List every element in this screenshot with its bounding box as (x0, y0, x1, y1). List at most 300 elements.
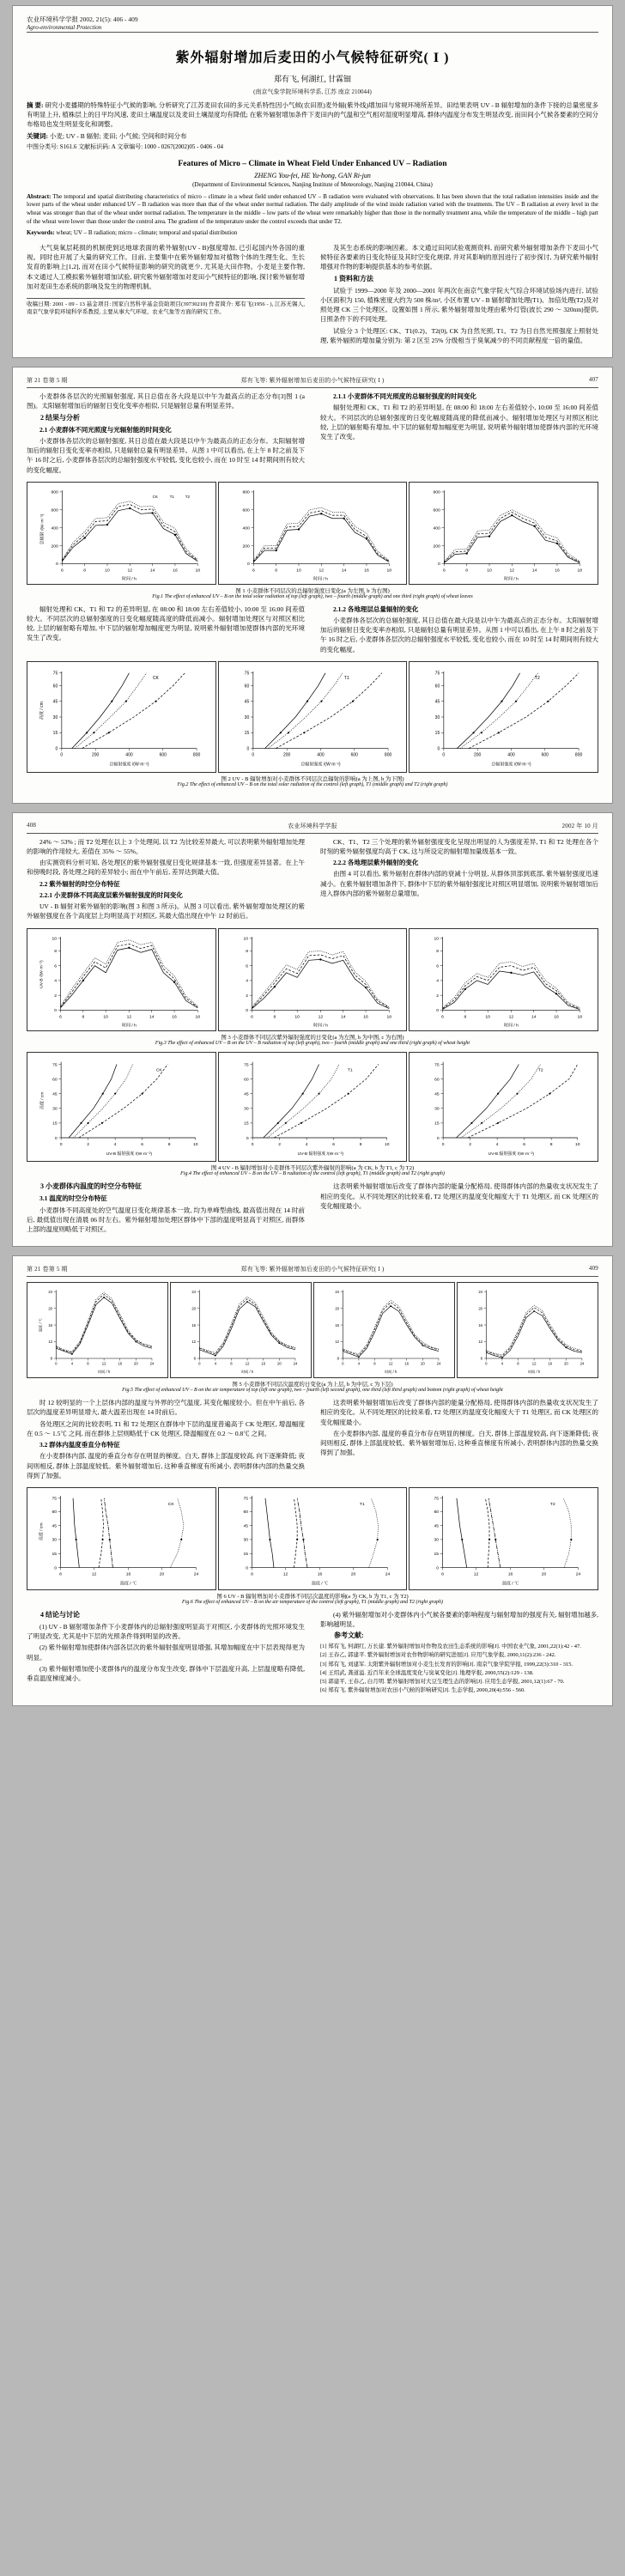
svg-text:T1: T1 (347, 1069, 353, 1074)
svg-text:15: 15 (434, 1122, 440, 1127)
svg-text:12: 12 (474, 1571, 479, 1577)
header-rule-2 (27, 387, 598, 388)
heading-2-1-2: 2.1.2 各地理层总量辐射的变化 (333, 605, 419, 613)
section1-paragraph-1: 试验于 1999—2000 年及 2000—2001 年两次在南京气象学院大气综合环境试验场内进行, 试验小区面积为 150, 植株密度大约为 500 株/m², 小区布置 UV - B 辐射增加处理(T1)、加倍处理(T2)及对照处理 CK 三个处理区。设置如图 1 所示, 紫外辐射增加处理由紫外灯管(波长 290 ～ 320nm)提供, 日照条件下的不同处理。 (320, 286, 598, 324)
svg-text:2: 2 (245, 993, 248, 999)
svg-text:16: 16 (173, 568, 178, 574)
reference-item: [5] 郭建平, 王春乙, 白月明. 紫外辐射增加对大豆生理生态的影响[J]. 应用生态学报, 2001,12(1):67 - 70. (320, 1678, 565, 1685)
svg-text:800: 800 (242, 489, 250, 495)
svg-text:2: 2 (469, 1143, 472, 1148)
page-3 (12, 812, 613, 1248)
svg-text:6: 6 (250, 1014, 253, 1020)
svg-text:时间 / h: 时间 / h (504, 1023, 519, 1029)
svg-text:8: 8 (167, 1143, 171, 1148)
svg-text:75: 75 (434, 1496, 440, 1502)
running-head-title: 郑有飞等: 紫外辐射增加后麦田的小气候特征研究( I ) (240, 377, 385, 385)
svg-text:15: 15 (52, 1122, 58, 1127)
svg-text:18: 18 (195, 568, 201, 574)
svg-text:12: 12 (191, 1340, 197, 1345)
column-left-page4-bottom (27, 1610, 305, 1695)
svg-text:0: 0 (56, 562, 58, 568)
svg-text:45: 45 (244, 699, 249, 705)
svg-text:时间 / h: 时间 / h (121, 576, 137, 582)
svg-text:时间 / h: 时间 / h (527, 1370, 541, 1375)
p3b-right-1: 这表明紫外辐射增加后改变了群体内部的能量分配格局, 使得群体内部的热量收支状况发生了相应的变化。从不同处理区的比较来看, T2 处理区的温度变化幅度大于 T1 处理区, 而 CK 处理区的变化幅度最小。 (320, 1182, 598, 1210)
svg-text:45: 45 (243, 1523, 248, 1529)
svg-text:200: 200 (474, 752, 482, 758)
svg-text:0: 0 (342, 1361, 344, 1366)
figure-1-panel-c (409, 482, 598, 585)
svg-text:75: 75 (243, 1063, 249, 1068)
heading-2-2: 2.2 紫外辐射的时空分布特征 (39, 879, 120, 888)
svg-text:20: 20 (276, 1361, 282, 1366)
figure-4-panel-t2 (409, 1052, 598, 1162)
p2m-right-1: 小麦群体各层次的总辐射强度, 其日总值在最大段是以中午为最高点的正态分布。太阳辐射增加后的辐射日变化变率亦相似, 只是辐射总量有明显差异。从图 1 中可以看出, 在上午 8 时之前及下午 16 时之后, 小麦群体各层次的总辐射强度水平较低, 变化也较小, 而在 10 时至 14 时期间则有较大的变化幅度。 (320, 616, 598, 653)
svg-text:总辐射强度 /(W·m⁻²): 总辐射强度 /(W·m⁻²) (300, 762, 341, 768)
svg-text:T2: T2 (185, 494, 191, 499)
svg-text:15: 15 (52, 1552, 57, 1558)
svg-text:20: 20 (542, 1571, 547, 1577)
column-left-page4 (27, 1398, 305, 1482)
column-left-page3-bottom (27, 1182, 305, 1236)
svg-text:4: 4 (54, 978, 57, 984)
svg-text:400: 400 (507, 752, 516, 758)
p2-left-2: 小麦群体各层次的总辐射强度, 其日总值在最大段是以中午为最高点的正态分布。太阳辐射增加后的辐射日变化变率亦相似, 只是辐射总量有明显差异。从图 1 中可以看出, 在上午 8 时之前及下午 16 时之后, 小麦群体各层次的总辐射强度水平较低, 变化也较小, 而在 10 时至 14 时期间则有较大的变化幅度。 (27, 436, 305, 474)
svg-text:800: 800 (192, 752, 201, 758)
body-columns-page4-mid (27, 1398, 598, 1482)
svg-text:16: 16 (118, 1361, 123, 1366)
svg-text:15: 15 (244, 730, 249, 736)
svg-text:4: 4 (245, 978, 248, 984)
figure-4 (27, 1052, 598, 1178)
svg-text:12: 12 (126, 1014, 132, 1020)
svg-text:16: 16 (48, 1323, 53, 1328)
svg-text:8: 8 (550, 1143, 553, 1148)
svg-text:16: 16 (404, 1361, 410, 1366)
svg-text:高度 / cm: 高度 / cm (40, 1091, 46, 1110)
journal-header (27, 15, 598, 31)
svg-text:75: 75 (52, 671, 58, 677)
body-columns-page3-bottom (27, 1182, 598, 1236)
svg-text:200: 200 (242, 544, 250, 550)
svg-text:14: 14 (340, 1014, 346, 1020)
svg-text:16: 16 (554, 1014, 560, 1020)
running-head-page4 (27, 1265, 598, 1275)
svg-text:12: 12 (478, 1340, 483, 1345)
page-4 (12, 1255, 613, 1706)
references-title: 参考文献: (334, 1631, 364, 1640)
column-left-page2 (27, 392, 305, 477)
svg-text:200: 200 (282, 752, 291, 758)
header-rule-3 (27, 833, 598, 834)
figure-6-panel-t2 (409, 1487, 598, 1590)
svg-text:15: 15 (52, 730, 58, 736)
svg-text:总辐射强度 /(W·m⁻²): 总辐射强度 /(W·m⁻²) (109, 762, 149, 768)
figure-1-caption-en: Fig.1 The effect of enhanced UV – B on the total solar radiation of top (left graph), two – fourth (middle graph) and one third (right graph) of wheat leaves (152, 593, 473, 599)
body-columns-page4-bottom (27, 1610, 598, 1695)
svg-text:温度 / ℃: 温度 / ℃ (502, 1581, 519, 1587)
p3-left-1: 24% ～ 53% ; 而 T2 处理在以上 3 个处理间, 以 T2 为比较差异最大, 可以表明紫外辐射增加处理的影响的作用较大, 差值在 35% ～ 55%。 (27, 837, 305, 855)
svg-text:400: 400 (242, 526, 250, 532)
figure-2-panels (27, 661, 598, 773)
svg-text:18: 18 (577, 1014, 583, 1020)
svg-text:高度 / cm: 高度 / cm (39, 702, 45, 720)
svg-text:0: 0 (442, 752, 446, 758)
svg-text:16: 16 (478, 1323, 483, 1328)
running-head-volume: 第 21 卷第 5 期 (27, 377, 68, 385)
figure-2-panel-t2 (409, 661, 598, 773)
figure-5-panels (27, 1282, 598, 1378)
svg-text:T2: T2 (535, 675, 541, 681)
body-columns-page2-mid (27, 605, 598, 656)
svg-text:温度 / ℃: 温度 / ℃ (311, 1581, 328, 1587)
p3-right-2: 由图 4 可以看出, 紫外辐射在群体内部的衰减十分明显, 从群体顶部到底部, 紫外辐射强度迅速减小。在紫外辐射增加条件下, 群体中下层的紫外辐射强度比对照区明显增加, 说明紫外辐射增加后进入群体内部的紫外辐射总量增加。 (320, 870, 598, 897)
figure-3-panel-a (27, 928, 216, 1031)
svg-text:4: 4 (70, 1361, 74, 1366)
journal-header-cn: 农业环境科学学报 2002, 21(5): 406 - 409 (27, 15, 138, 23)
svg-text:0: 0 (198, 1361, 201, 1366)
figure-5-caption-en: Fig.5 The effect of enhanced UV – B on the air temperature of top (left one graph), two – fourth (left second graph), one third (left third graph) and bottom (right graph) of wheat height (122, 1388, 503, 1394)
running-head-page2 (27, 376, 598, 386)
svg-text:UV-B 辐射强度 /(W·m⁻²): UV-B 辐射强度 /(W·m⁻²) (488, 1152, 535, 1157)
svg-text:T1: T1 (169, 494, 174, 499)
svg-text:0: 0 (246, 746, 249, 752)
svg-text:6: 6 (141, 1143, 144, 1148)
svg-text:30: 30 (52, 1108, 58, 1113)
svg-text:24: 24 (293, 1361, 298, 1366)
svg-text:UV-B /(W·m⁻²): UV-B /(W·m⁻²) (39, 960, 45, 988)
svg-text:CK: CK (152, 494, 158, 499)
svg-text:20: 20 (159, 1571, 165, 1577)
conclusion-2: (2) 紫外辐射增加使群体内部各层次的紫外辐射强度明显增强, 其增加幅度在中下层表现得更为明显。 (27, 1643, 305, 1662)
svg-text:45: 45 (435, 699, 440, 705)
page-title: 紫外辐射增加后麦田的小气候特征研究( I ) (175, 51, 450, 65)
svg-text:15: 15 (243, 1552, 248, 1558)
intro-paragraph-2: 及其生态系统的影响因素。本文通过田间试验观测资料, 而研究紫外辐射增加条件下麦田小气候特征各要素的日变化特征及其时空变化规律, 并对其影响的原因进行了初步探讨, 为研究紫外辐射增强对作物的影响提供基本的参考依据。 (320, 243, 598, 271)
svg-text:45: 45 (243, 1092, 249, 1097)
svg-text:12: 12 (282, 1571, 288, 1577)
abstract-en (27, 193, 598, 227)
svg-text:20: 20 (478, 1306, 483, 1311)
svg-text:10: 10 (434, 936, 440, 942)
svg-text:600: 600 (541, 752, 549, 758)
svg-text:45: 45 (52, 1523, 57, 1529)
svg-text:60: 60 (52, 683, 58, 690)
svg-text:10: 10 (103, 1014, 108, 1020)
svg-text:温度 / ℃: 温度 / ℃ (38, 1318, 43, 1333)
keywords-cn-label: 关键词: (27, 131, 48, 140)
svg-text:200: 200 (91, 752, 100, 758)
svg-text:0: 0 (246, 1137, 249, 1142)
svg-text:10: 10 (295, 568, 301, 574)
heading-4-conclusions: 4 结论与讨论 (40, 1610, 80, 1619)
svg-text:800: 800 (575, 752, 583, 758)
svg-text:200: 200 (433, 544, 441, 550)
figure-3-caption-cn: 图 3 小麦群体不同层次紫外辐射强度的日变化(a 为左图, b 为中图, c 为右图) (221, 1034, 404, 1041)
figure-6-panel-ck (27, 1487, 216, 1590)
figure-5 (27, 1282, 598, 1394)
svg-text:20: 20 (191, 1306, 197, 1311)
svg-text:8: 8 (359, 1143, 362, 1148)
svg-text:16: 16 (362, 1014, 368, 1020)
svg-text:10: 10 (52, 936, 57, 942)
authors-en: ZHENG You-fei, HE Yu-hong, GAN Ri-jun (254, 171, 371, 179)
svg-text:12: 12 (509, 568, 515, 574)
p2-left-1: 小麦群体各层次的光照辐射强度, 其日总值在各大段是以中午为最高点的正态分布[3]图 1 (a 图)。太阳辐射增加后的辐射日变化变率亦相似, 只是辐射总量有明显差异。 (27, 392, 305, 410)
body-columns-page3-top (27, 837, 598, 923)
figure-2-panel-t1 (218, 661, 408, 773)
svg-text:18: 18 (386, 1014, 391, 1020)
svg-text:75: 75 (52, 1496, 57, 1502)
keywords-cn (27, 131, 598, 141)
svg-text:时间 / h: 时间 / h (312, 1023, 328, 1029)
intro-paragraph-1: 大气臭氧层耗损的机制使到达地球表面的紫外辐射(UV - B)强度增加, 已引起国内外各国的重视。同时也开展了大量的研究工作。目前, 主要集中在紫外辐射增加对植物个体的生理生化、生长发育的影响上[1,2], 而对在田小气候特征影响的研究的就更少, 尤其是大田作物。小麦是主要作物, 本文通过人工模拟紫外辐射增加试验, 研究紫外辐射增加对麦田小气候特征的影响, 探讨紫外辐射增加对麦田生态系统的影响及发生的物理机制。 (27, 243, 305, 290)
svg-text:12: 12 (127, 568, 133, 574)
svg-text:75: 75 (435, 671, 440, 677)
figure-2-caption-en: Fig.2 The effect of enhanced UV – B on the total solar radiation of the control (left graph), T1 (middle graph) and T2 (right graph) (177, 781, 448, 787)
svg-text:T1: T1 (343, 675, 349, 681)
svg-text:T2: T2 (538, 1069, 543, 1074)
svg-text:总辐射强度 /(W·m⁻²): 总辐射强度 /(W·m⁻²) (491, 762, 531, 768)
svg-text:0: 0 (54, 1007, 57, 1013)
figure-1-panel-b (218, 482, 408, 585)
svg-text:8: 8 (465, 568, 469, 574)
svg-text:20: 20 (563, 1361, 568, 1366)
column-right-page4-bottom (320, 1610, 598, 1695)
figure-2-caption-cn: 图 2 UV - B 辐射增加对小麦群体不同层次总辐射的影响(a 为上图, b 为下图) (221, 775, 404, 782)
svg-text:30: 30 (244, 714, 249, 720)
svg-text:16: 16 (363, 568, 369, 574)
svg-text:60: 60 (435, 683, 440, 690)
svg-text:0: 0 (245, 1007, 248, 1013)
svg-text:12: 12 (388, 1361, 393, 1366)
footnote-block: 收稿日期: 2001 - 09 - 13 基金项目: 国家自然科学基金资助项目(39730210) 作者简介: 郑有飞(1956 - ), 江苏无锡人, 南京气象学院环境科学系教授, 主要从事大气环境、农业气象等方面的研究工作。 (27, 298, 305, 317)
svg-text:75: 75 (52, 1063, 58, 1068)
keywords-en (27, 229, 598, 236)
figure-5-panel-4 (457, 1282, 598, 1378)
svg-text:10: 10 (485, 1014, 491, 1020)
figure-2 (27, 661, 598, 789)
reference-item: [4] 王绍武, 龚道溢. 近百年来全球温度变化与臭氧变化[J]. 地理学报, 2000,55(2):129 - 138. (320, 1669, 534, 1676)
abstract-cn-text: 研究小麦播期的特殊特征小气候的影响, 分析研究了江苏麦田农田的多元关系特性因小气候(农田原)麦外辐(紫外线)增加田与常规环境所差异。田结果表明 UV - B 辐射增加的条件下接的总量密度多有明显上升, 植株层上的日平均风速, 麦田土壤温度以及麦田土壤湿度均有降低; 在紫外辐射增加条件下麦田内的气温和空气相对湿度明显增高, 群体内温度分布发生明显改变, 而田间小气候各要素的空间分布格局也发生明显变化和调整。 (27, 101, 598, 128)
svg-text:8: 8 (83, 568, 87, 574)
svg-text:14: 14 (149, 568, 155, 574)
svg-text:8: 8 (50, 1356, 53, 1361)
svg-text:高度 / cm: 高度 / cm (39, 1522, 45, 1541)
svg-text:8: 8 (54, 948, 57, 954)
figure-3-panel-c (409, 928, 598, 1031)
p4-right-2: 在小麦群体内部, 温度的垂直分布存在明显的梯度。白天, 群体上部温度较高, 向下逐渐降低; 夜间则相反, 群体上部温度较低。紫外辐射增加后, 这种垂直梯度有所减小, 表明群体内部的热量交换得到了加强。 (320, 1429, 598, 1457)
svg-text:400: 400 (125, 752, 133, 758)
svg-text:2: 2 (54, 993, 57, 999)
svg-text:60: 60 (434, 1510, 440, 1516)
p4-left-1: 时 12 较明显的一个上层体内部的温度与外界的空气温度, 其变化幅度较小。但在中午前后, 各层次的温度差异明显增大, 最大温差出现在 14 时前后。 (27, 1399, 305, 1417)
conclusion-3: (3) 紫外辐射增加使小麦群体内的温度分布发生改变, 群体中下层温度升高, 上层温度略有降低, 垂直温度梯度减小。 (27, 1664, 305, 1683)
svg-text:24: 24 (191, 1290, 197, 1295)
classification-line: 中图分类号: S161.6 文献标识码: A 文章编号: 1000 - 0267(2002)05 - 0406 - 04 (27, 143, 224, 150)
header-rule-4 (27, 1276, 598, 1277)
keywords-en-label: Keywords: (27, 228, 55, 236)
svg-text:4: 4 (214, 1361, 217, 1366)
p4-left-2: 各处理区之间的比较表明, T1 和 T2 处理区在群体中下层的温度普遍高于 CK 处理区, 增温幅度在 0.5 ～ 1.5℃ 之间, 而在群体上层则略低于 CK 处理区, 降温幅度在 0.2 ～ 0.8℃ 之间。 (27, 1419, 305, 1437)
svg-text:T1: T1 (359, 1502, 365, 1508)
figure-3 (27, 928, 598, 1048)
affiliation-cn: (南京气象学院环境科学系, 江苏 南京 210044) (253, 88, 372, 95)
svg-text:0: 0 (54, 1137, 58, 1142)
heading-3-temperature: 3 小麦群体内温度的时空分布特征 (40, 1182, 142, 1191)
svg-text:6: 6 (441, 1014, 445, 1020)
svg-text:24: 24 (335, 1290, 340, 1295)
figure-3-caption-en: Fig.3 The effect of enhanced UV – B on the UV – B radiation of top (left graph), two – fourth (middle graph) and one third (right graph) of wheat height (155, 1040, 470, 1046)
page-1 (12, 5, 613, 358)
section1-paragraph-2: 试验分 3 个处理区: CK、T1(0.2)、T2(0), CK 为自然光照, T1、T2 为日自然光照强度上照射处理, 紫外辐照的增加量分别为: 第 2 区至 25% 分级相当于臭氧减少的不同贡献程度一倍的量值。 (320, 326, 598, 344)
svg-text:16: 16 (508, 1571, 513, 1577)
figure-5-caption-cn: 图 5 小麦群体不同层次温度的日变化(a 为上层, b 为中层, c 为下层) (232, 1382, 393, 1388)
svg-text:4: 4 (357, 1361, 361, 1366)
figure-4-caption-cn: 图 4 UV - B 辐射增加对小麦群体不同层次紫外辐射的影响(a 为 CK, b 为 T1, c 为 T2) (210, 1165, 415, 1172)
svg-text:2: 2 (87, 1143, 90, 1148)
abstract-cn (27, 101, 598, 130)
heading-2-1: 2.1 小麦群体不同光照度与光辐射能的时间变化 (39, 425, 172, 434)
svg-text:8: 8 (87, 1361, 89, 1366)
running-head-pagenum-409: 409 (588, 1265, 598, 1273)
svg-text:8: 8 (464, 1014, 467, 1020)
reference-list (320, 1643, 598, 1694)
svg-text:10: 10 (384, 1143, 390, 1148)
p3-right-1: CK、T1、T2 三个处理的紫外辐射强度变化呈现出明显的人为强度差异, T1 和 T2 处理在各个时刻的紫外辐射强度均高于 CK, 这与所设定的辐射增加量级基本一致。 (320, 837, 598, 855)
column-right-page2-mid (320, 605, 598, 656)
svg-text:45: 45 (434, 1092, 440, 1097)
svg-text:24: 24 (576, 1571, 581, 1577)
heading-2-2-1: 2.2.1 小麦群体不同高度层紫外辐射强度的时间变化 (39, 890, 183, 899)
svg-text:12: 12 (101, 1361, 106, 1366)
svg-text:T2: T2 (550, 1502, 555, 1508)
journal-header-en: Agro-environmental Protection (27, 24, 102, 31)
figure-6-panel-t1 (218, 1487, 408, 1590)
svg-text:时间 / h: 时间 / h (240, 1370, 254, 1375)
svg-text:6: 6 (245, 963, 248, 969)
svg-text:0: 0 (59, 1143, 63, 1148)
figure-6-caption-cn: 图 6 UV - B 辐射增加对小麦群体不同层次温度的影响(a 为 CK, b 为 T1, c 为 T2) (216, 1594, 409, 1601)
svg-text:200: 200 (51, 544, 58, 550)
svg-text:12: 12 (245, 1361, 250, 1366)
svg-text:10: 10 (575, 1143, 580, 1148)
svg-text:18: 18 (195, 1014, 201, 1020)
svg-text:75: 75 (243, 1496, 248, 1502)
column-left-page2-mid (27, 605, 305, 656)
svg-text:30: 30 (434, 1537, 440, 1543)
svg-text:4: 4 (496, 1143, 499, 1148)
svg-text:18: 18 (577, 568, 583, 574)
svg-text:CK: CK (167, 1502, 174, 1508)
svg-text:15: 15 (435, 730, 440, 736)
affiliation-en: (Department of Environmental Sciences, Nanjing Institute of Meteorology, Nanjing 210044, China) (192, 180, 433, 188)
svg-text:8: 8 (82, 1014, 85, 1020)
svg-text:0: 0 (246, 562, 250, 568)
svg-text:24: 24 (579, 1361, 585, 1366)
svg-text:6: 6 (54, 963, 57, 969)
svg-text:CK: CK (152, 675, 159, 681)
svg-text:24: 24 (149, 1361, 155, 1366)
svg-text:600: 600 (242, 507, 250, 513)
svg-text:12: 12 (335, 1340, 340, 1345)
svg-text:UV-B 辐射强度 /(W·m⁻²): UV-B 辐射强度 /(W·m⁻²) (106, 1152, 153, 1157)
heading-2-1-1: 2.1.1 小麦群体不同光照度的总辐射强度的时间变化 (333, 392, 476, 401)
heading-2-results: 2 结果与分析 (40, 413, 80, 422)
svg-text:60: 60 (434, 1078, 440, 1083)
svg-text:800: 800 (384, 752, 391, 758)
svg-text:12: 12 (48, 1340, 53, 1345)
running-head-journal: 农业环境科学学报 (288, 822, 337, 829)
svg-text:0: 0 (55, 746, 58, 752)
svg-text:6: 6 (443, 568, 446, 574)
figure-1-caption-cn: 图 1 小麦群体不同层次的总辐射强度日变化(a 为左图, b 为右图) (235, 587, 390, 594)
figure-1 (27, 482, 598, 601)
svg-text:0: 0 (485, 1361, 488, 1366)
figure-2-panel-ck (27, 661, 216, 773)
svg-text:时间 / h: 时间 / h (97, 1370, 111, 1375)
svg-text:600: 600 (51, 507, 58, 513)
heading-1-materials: 1 资料和方法 (334, 274, 373, 283)
svg-text:0: 0 (437, 746, 440, 752)
keywords-cn-text: 小麦; UV - B 辐射; 麦田; 小气候; 空间和时间分布 (49, 131, 187, 140)
heading-3-1: 3.1 温度的时空分布特征 (39, 1194, 107, 1203)
reference-item: [2] 王春乙, 郭建平. 紫外辐射增加对农作物影响的研究进展[J]. 应用气象学报, 2000,11(2):236 - 242. (320, 1652, 556, 1659)
svg-text:800: 800 (433, 489, 441, 495)
svg-text:60: 60 (52, 1510, 57, 1516)
svg-text:75: 75 (434, 1063, 440, 1068)
svg-text:14: 14 (531, 1014, 537, 1020)
svg-text:时间 / h: 时间 / h (121, 1023, 137, 1029)
running-head-date: 2002 年 10 月 (561, 822, 598, 829)
svg-text:60: 60 (244, 683, 249, 690)
p2m-left-1: 辐射处理和 CK、T1 和 T2 的差异明显, 在 08:00 和 18:00 左右差值较小, 10:00 至 16:00 间差值较大。不同层次的总辐射强度的日变化幅度随高度的降低而减小。辐射增加处理区与对照区相比较, 上层的辐射略有增加, 中下层的辐射增加幅度更为明显, 说明紫外辐射增加使群体内部的光环境发生了改变。 (27, 605, 305, 642)
svg-text:10: 10 (243, 936, 248, 942)
svg-text:16: 16 (317, 1571, 322, 1577)
figure-5-panel-2 (170, 1282, 312, 1378)
figure-3-panels (27, 928, 598, 1031)
svg-text:4: 4 (113, 1143, 117, 1148)
figure-5-panel-3 (313, 1282, 455, 1378)
svg-text:30: 30 (434, 1108, 440, 1113)
page-title-en: Features of Micro – Climate in Wheat Field Under Enhanced UV – Radiation (178, 159, 447, 168)
abstract-cn-label: 摘 要: (27, 101, 44, 109)
p2-right-1: 辐射处理和 CK、T1 和 T2 的差异明显, 在 08:00 和 18:00 左右差值较小, 10:00 至 16:00 间差值较大。不同层次的总辐射强度的日变化幅度随高度的降低而减小。辐射增加处理区与对照区相比较, 上层的辐射略有增加, 中下层的辐射增加幅度更为明显, 说明紫外辐射增加使群体内部的光环境发生了改变。 (320, 404, 598, 441)
p4-left-3: 在小麦群体内部, 温度的垂直分布存在明显的梯度。白天, 群体上部温度较高, 向下逐渐降低; 夜间则相反, 群体上部温度较低。紫外辐射增加后, 这种垂直梯度有所减小, 表明群体内部的热量交换得到了加强。 (27, 1452, 305, 1479)
svg-text:时间 / h: 时间 / h (312, 576, 328, 582)
svg-text:6: 6 (436, 963, 440, 969)
svg-text:600: 600 (159, 752, 167, 758)
svg-text:10: 10 (294, 1014, 300, 1020)
svg-text:0: 0 (54, 1565, 57, 1571)
svg-text:20: 20 (420, 1361, 425, 1366)
svg-text:400: 400 (433, 526, 441, 532)
column-right-page4 (320, 1398, 598, 1482)
heading-2-2-2: 2.2.2 各地理层紫外辐射的变化 (333, 859, 419, 867)
keywords-en-text: wheat; UV – B radiation; micro – climate; temporal and spatial distribution (56, 228, 238, 236)
svg-text:12: 12 (91, 1571, 97, 1577)
running-head-title-4: 郑有飞等: 紫外辐射增加后麦田的小气候特征研究( I ) (240, 1266, 385, 1273)
svg-text:20: 20 (133, 1361, 138, 1366)
svg-text:30: 30 (52, 714, 58, 720)
figure-1-panels (27, 482, 598, 585)
svg-text:8: 8 (517, 1361, 519, 1366)
figure-3-panel-b (218, 928, 408, 1031)
svg-text:16: 16 (261, 1361, 266, 1366)
svg-text:0: 0 (60, 752, 64, 758)
svg-text:60: 60 (52, 1078, 58, 1083)
svg-text:16: 16 (172, 1014, 177, 1020)
